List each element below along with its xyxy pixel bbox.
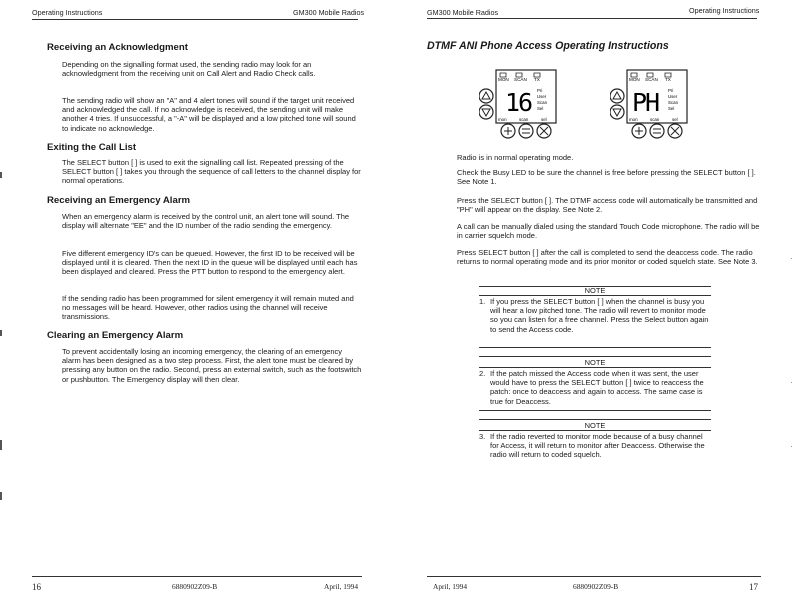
lcd-top-label-tx: TX xyxy=(665,77,671,82)
note2-label-rule xyxy=(479,367,711,368)
lcd-top-label-scan: SCAN xyxy=(645,77,658,82)
radio-display-ph xyxy=(610,65,760,141)
heading-receiving-acknowledgment: Receiving an Acknowledgment xyxy=(47,42,188,53)
lcd-top-label-scan: SCAN xyxy=(514,77,527,82)
note1-number: 1. xyxy=(479,297,486,306)
note3-text: If the radio reverted to monitor mode because of a busy channel for Access, it will return to monitor after Deaccess. Otherwise the radio will return to coded squelch. xyxy=(490,432,705,460)
emerg-paragraph-1: When an emergency alarm is received by the control unit, an alert tone will sound. The display will alternate "EE" and the ID number of the radio sending the emergency. xyxy=(62,212,350,231)
note1-label-rule xyxy=(479,295,711,296)
down-arrow-icon xyxy=(482,109,490,116)
note2-top-rule xyxy=(479,356,711,357)
margin-mark xyxy=(0,172,2,178)
lcd-bottom-label: sel xyxy=(541,117,547,122)
lcd-bottom-label: scan xyxy=(519,117,529,122)
lcd-bottom-label: mon xyxy=(629,117,638,122)
lcd-top-label-mon: MON xyxy=(498,77,509,82)
heading-receiving-emergency: Receiving an Emergency Alarm xyxy=(47,195,191,206)
left-header-right: GM300 Mobile Radios xyxy=(293,8,365,17)
left-doc-code: 6880902Z09-B xyxy=(172,582,218,591)
note2-bottom-rule xyxy=(479,410,711,411)
lcd-bottom-label: mon xyxy=(498,117,507,122)
lcd-side-label: Sel xyxy=(537,106,544,111)
left-footer-date: April, 1994 xyxy=(324,582,359,591)
lcd-side-label: Sel xyxy=(668,106,675,111)
up-arrow-icon xyxy=(613,92,621,99)
right-header-left: GM300 Mobile Radios xyxy=(427,8,499,17)
ack-paragraph-1: Depending on the signalling format used, the sending radio may look for an acknowledgment from the receiving unit on Call Alert and Radio Check calls. xyxy=(62,60,316,79)
left-page xyxy=(0,0,396,613)
note3-number: 3. xyxy=(479,432,486,441)
step-normal-mode: Radio is in normal operating mode. xyxy=(457,153,574,162)
lcd-side-label: Scan xyxy=(537,100,548,105)
scan-speck xyxy=(791,258,792,259)
note2-number: 2. xyxy=(479,369,486,378)
lcd-readout: PH xyxy=(632,88,659,117)
right-header-rule xyxy=(427,18,757,19)
left-footer-rule xyxy=(32,576,362,577)
note2-label: NOTE xyxy=(584,358,606,367)
note3-label-rule xyxy=(479,430,711,431)
note3-label: NOTE xyxy=(584,421,606,430)
right-page-number: 17 xyxy=(749,582,758,592)
note2-text: If the patch missed the Access code when it was sent, the user would have to press the SELECT button [ ] twice to reaccess the patch: once to deaccess and again to access. The same case is true for Deaccess. xyxy=(490,369,704,406)
radio-panel-svg xyxy=(479,65,629,141)
down-arrow-icon xyxy=(613,109,621,116)
right-page xyxy=(397,0,793,613)
right-doc-code: 6880902Z09-B xyxy=(573,582,619,591)
step-press-select: Press the SELECT button [ ]. The DTMF access code will automatically be transmitted and "PH" will appear on the display. See Note 2. xyxy=(457,196,758,215)
right-header-right: Operating Instructions xyxy=(689,6,760,15)
left-page-number: 16 xyxy=(32,582,41,592)
left-header-rule xyxy=(32,19,358,20)
radio-display-normal xyxy=(479,65,629,141)
lcd-side-label: User xyxy=(537,94,547,99)
radio-panel-svg xyxy=(610,65,760,141)
note3-top-rule xyxy=(479,419,711,420)
lcd-bottom-label: scan xyxy=(650,117,660,122)
lcd-side-label: User xyxy=(668,94,678,99)
scan-speck xyxy=(791,382,792,383)
left-header-left: Operating Instructions xyxy=(32,8,103,17)
emerg-paragraph-2: Five different emergency ID's can be queued. However, the first ID to be received will be displayed until it is cleared. Then the next ID in the queue will be displayed until each has been displayed and cleared. Press the PTT button to respond to the emergency alert. xyxy=(62,249,358,277)
note1-text: If you press the SELECT button [ ] when the channel is busy you will hear a low pitched tone. The radio will revert to monitor mode so you can listen for a free channel. Press the Select button again to send the Access code. xyxy=(490,297,709,334)
step-manual-dial: A call can be manually dialed using the standard Touch Code microphone. The radio will be in carrier squelch mode. xyxy=(457,222,760,241)
step-deaccess: Press SELECT button [ ] after the call is completed to send the deaccess code. The radio returns to normal operating mode and its prior monitor or coded squelch state. See Note 3. xyxy=(457,248,758,267)
lcd-bottom-label: sel xyxy=(672,117,678,122)
scan-speck xyxy=(791,446,792,447)
scan-button-icon xyxy=(650,124,664,138)
margin-mark xyxy=(0,330,2,336)
lcd-side-label: Scan xyxy=(668,100,679,105)
step-check-busy: Check the Busy LED to be sure the channel is free before pressing the SELECT button [ ]. See Note 1. xyxy=(457,168,756,187)
margin-mark xyxy=(0,440,2,450)
ack-paragraph-2: The sending radio will show an "A" and 4 alert tones will sound if the target unit received and acknowledged the call. If no acknowledge is received, the sending unit will make another 4 tries. If unsuccessful, a "-A" will be displayed and a low pitched tone will sound to indicate no acknowledge. xyxy=(62,96,356,133)
emerg-paragraph-3: If the sending radio has been programmed for silent emergency it will remain muted and no messages will be heard. However, other radios using the channel will receive transmissions. xyxy=(62,294,354,322)
heading-clearing-emergency: Clearing an Emergency Alarm xyxy=(47,330,184,341)
note1-bottom-rule xyxy=(479,347,711,348)
heading-exiting-call-list: Exiting the Call List xyxy=(47,142,137,153)
clear-paragraph-1: To prevent accidentally losing an incoming emergency, the clearing of an emergency alarm has been designed as a two step process. First, the alert tone must be cleared by pressing any button on the radio. Second, press an external switch, such as the footswitch or pushbutton. The Emergency display will then clear. xyxy=(62,347,362,384)
lcd-readout: 16 xyxy=(505,88,532,117)
lcd-top-label-tx: TX xyxy=(534,77,540,82)
note1-label: NOTE xyxy=(584,286,606,295)
page-title: DTMF ANI Phone Access Operating Instructions xyxy=(427,40,669,52)
lcd-top-label-mon: MON xyxy=(629,77,640,82)
right-footer-date: April, 1994 xyxy=(433,582,468,591)
up-arrow-icon xyxy=(482,92,490,99)
lcd-side-label: Pri xyxy=(668,88,674,93)
scan-button-icon xyxy=(519,124,533,138)
lcd-side-label: Pri xyxy=(537,88,543,93)
margin-mark xyxy=(0,492,2,500)
exit-paragraph-1: The SELECT button [ ] is used to exit the signalling call list. Repeated pressing of the SELECT button [ ] takes you through the sequence of call letters to the channel display for normal operations. xyxy=(62,158,361,186)
right-footer-rule xyxy=(427,576,761,577)
